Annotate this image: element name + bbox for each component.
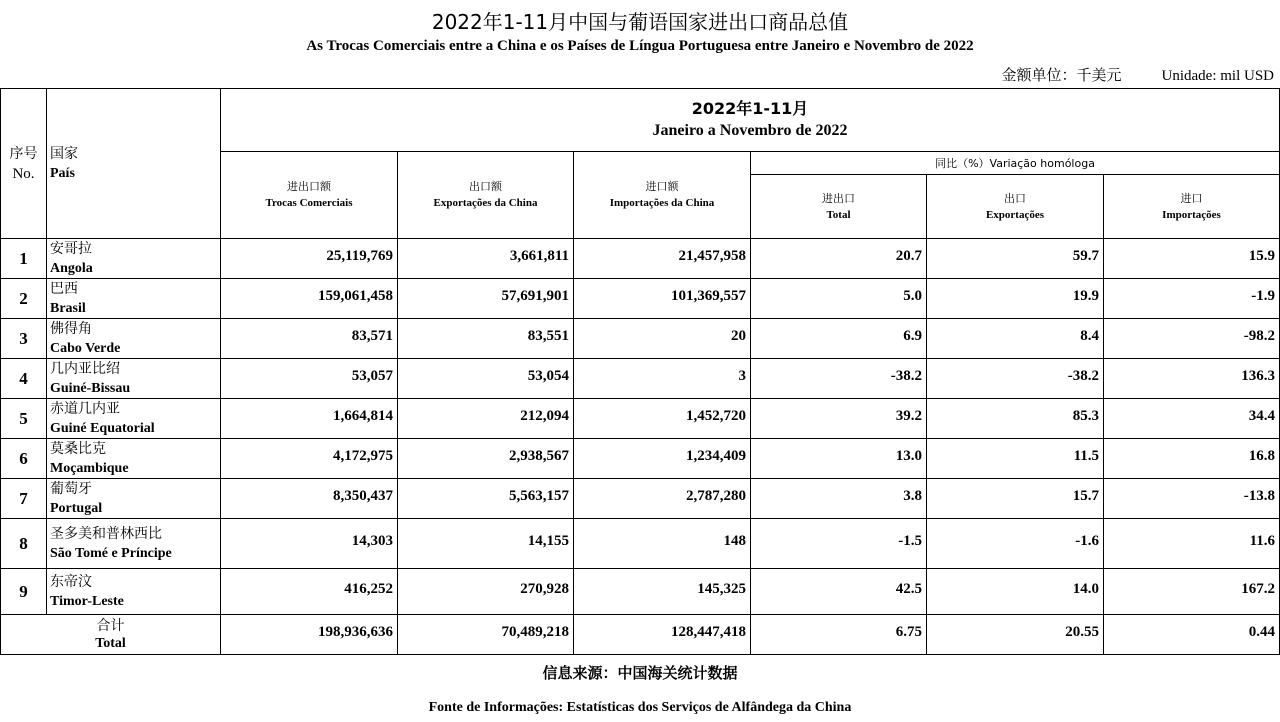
total-label-zh: 合计 xyxy=(96,617,125,634)
cell-var-imports: 34.4 xyxy=(1104,399,1280,439)
country-zh: 圣多美和普林西比 xyxy=(50,525,162,542)
row-index: 9 xyxy=(1,569,47,615)
cell-var-exports: 8.4 xyxy=(927,319,1104,359)
header-col-imports xyxy=(574,152,751,239)
row-index: 5 xyxy=(1,399,47,439)
header-var-imports-zh: 进口 xyxy=(1180,191,1203,205)
cell-exports: 2,938,567 xyxy=(398,439,574,479)
cell-var-imports: 11.6 xyxy=(1104,519,1280,569)
cell-exports: 57,691,901 xyxy=(398,279,574,319)
unit-pt: Unidade: mil USD xyxy=(1161,68,1274,84)
cell-var-imports: 16.8 xyxy=(1104,439,1280,479)
cell-trade: 416,252 xyxy=(221,569,398,615)
page-title: 2022年1-11月中国与葡语国家进出口商品总值 xyxy=(431,10,849,34)
header-index-pt: No. xyxy=(12,165,35,182)
cell-imports: 2,787,280 xyxy=(574,479,751,519)
trade-table xyxy=(0,88,1280,655)
cell-exports: 270,928 xyxy=(398,569,574,615)
country-pt: Guiné-Bissau xyxy=(50,380,131,396)
cell-imports: 3 xyxy=(574,359,751,399)
cell-exports: 14,155 xyxy=(398,519,574,569)
table-row xyxy=(1,319,1280,359)
header-country-pt: País xyxy=(50,165,75,181)
cell-var-exports: -38.2 xyxy=(927,359,1104,399)
cell-var-total: -1.5 xyxy=(751,519,927,569)
header-period xyxy=(221,89,1280,152)
cell-var-imports: -98.2 xyxy=(1104,319,1280,359)
country-zh: 莫桑比克 xyxy=(50,440,106,457)
table-row xyxy=(1,569,1280,615)
header-var-exports xyxy=(927,175,1104,239)
country-zh: 几内亚比绍 xyxy=(50,360,120,377)
country-zh: 安哥拉 xyxy=(50,240,92,257)
country-pt: Portugal xyxy=(50,500,103,516)
cell-exports: 212,094 xyxy=(398,399,574,439)
total-var-exports: 20.55 xyxy=(927,615,1104,655)
header-var-exports-zh: 出口 xyxy=(1004,191,1026,205)
table-row xyxy=(1,279,1280,319)
cell-imports: 20 xyxy=(574,319,751,359)
country-zh: 东帝汶 xyxy=(50,573,92,590)
country-pt: Brasil xyxy=(50,300,86,316)
cell-var-imports: -13.8 xyxy=(1104,479,1280,519)
cell-imports: 1,234,409 xyxy=(574,439,751,479)
cell-trade: 53,057 xyxy=(221,359,398,399)
cell-var-exports: 19.9 xyxy=(927,279,1104,319)
country-zh: 赤道几内亚 xyxy=(50,400,120,417)
cell-var-exports: 85.3 xyxy=(927,399,1104,439)
cell-var-exports: 59.7 xyxy=(927,239,1104,279)
header-variation: 同比（%）Variação homóloga xyxy=(751,152,1280,175)
header-country xyxy=(47,89,221,239)
cell-var-total: 6.9 xyxy=(751,319,927,359)
header-var-exports-pt: Exportações xyxy=(985,208,1045,221)
row-country xyxy=(47,239,221,279)
cell-trade: 14,303 xyxy=(221,519,398,569)
cell-var-imports: 167.2 xyxy=(1104,569,1280,615)
country-pt: Guiné Equatorial xyxy=(50,420,155,436)
total-label-pt: Total xyxy=(95,635,126,651)
cell-imports: 145,325 xyxy=(574,569,751,615)
header-col-trade-zh: 进出口额 xyxy=(287,180,331,193)
total-row xyxy=(1,615,1280,655)
header-var-total xyxy=(751,175,927,239)
cell-var-imports: 15.9 xyxy=(1104,239,1280,279)
row-country xyxy=(47,439,221,479)
country-pt: São Tomé e Príncipe xyxy=(50,545,172,561)
country-zh: 巴西 xyxy=(50,280,78,297)
cell-var-exports: 14.0 xyxy=(927,569,1104,615)
country-pt: Timor-Leste xyxy=(50,593,124,609)
cell-var-total: 3.8 xyxy=(751,479,927,519)
cell-imports: 101,369,557 xyxy=(574,279,751,319)
country-zh: 佛得角 xyxy=(50,320,92,337)
unit-note xyxy=(1001,64,1274,85)
header-var-total-zh: 进出口 xyxy=(822,191,855,205)
table-row xyxy=(1,479,1280,519)
cell-trade: 83,571 xyxy=(221,319,398,359)
cell-imports: 148 xyxy=(574,519,751,569)
header-var-imports xyxy=(1104,175,1280,239)
total-exports: 70,489,218 xyxy=(398,615,574,655)
table-row xyxy=(1,239,1280,279)
row-index: 8 xyxy=(1,519,47,569)
cell-var-exports: 15.7 xyxy=(927,479,1104,519)
cell-imports: 1,452,720 xyxy=(574,399,751,439)
total-var-imports: 0.44 xyxy=(1104,615,1280,655)
cell-exports: 3,661,811 xyxy=(398,239,574,279)
header-col-trade xyxy=(221,152,398,239)
cell-var-total: -38.2 xyxy=(751,359,927,399)
cell-var-total: 42.5 xyxy=(751,569,927,615)
cell-var-total: 13.0 xyxy=(751,439,927,479)
cell-var-imports: 136.3 xyxy=(1104,359,1280,399)
cell-var-total: 39.2 xyxy=(751,399,927,439)
cell-trade: 25,119,769 xyxy=(221,239,398,279)
cell-var-exports: 11.5 xyxy=(927,439,1104,479)
header-index-zh: 序号 xyxy=(9,145,38,162)
cell-trade: 8,350,437 xyxy=(221,479,398,519)
cell-exports: 83,551 xyxy=(398,319,574,359)
cell-trade: 4,172,975 xyxy=(221,439,398,479)
table-row xyxy=(1,439,1280,479)
row-country xyxy=(47,569,221,615)
total-trade: 198,936,636 xyxy=(221,615,398,655)
header-country-zh: 国家 xyxy=(50,145,78,162)
header-index xyxy=(1,89,47,239)
cell-var-exports: -1.6 xyxy=(927,519,1104,569)
total-imports: 128,447,418 xyxy=(574,615,751,655)
total-var-total: 6.75 xyxy=(751,615,927,655)
row-index: 3 xyxy=(1,319,47,359)
header-col-trade-pt: Trocas Comerciais xyxy=(265,197,353,209)
table-row xyxy=(1,519,1280,569)
cell-exports: 5,563,157 xyxy=(398,479,574,519)
unit-zh: 金额单位：千美元 xyxy=(1001,66,1122,84)
header-col-exports xyxy=(398,152,574,239)
country-zh: 葡萄牙 xyxy=(50,480,92,497)
row-country xyxy=(47,519,221,569)
cell-trade: 1,664,814 xyxy=(221,399,398,439)
row-index: 7 xyxy=(1,479,47,519)
row-country xyxy=(47,279,221,319)
header-col-imports-zh: 进口额 xyxy=(645,180,679,193)
row-country xyxy=(47,319,221,359)
row-country xyxy=(47,359,221,399)
row-index: 2 xyxy=(1,279,47,319)
header-col-exports-pt: Exportações da China xyxy=(433,197,538,209)
header-col-exports-zh: 出口额 xyxy=(469,180,502,193)
cell-var-total: 5.0 xyxy=(751,279,927,319)
table-row xyxy=(1,399,1280,439)
source-note-pt: Fonte de Informações: Estatísticas dos Serviços de Alfândega da China xyxy=(428,700,852,715)
row-index: 1 xyxy=(1,239,47,279)
header-period-pt: Janeiro a Novembro de 2022 xyxy=(652,122,848,139)
header-period-zh: 2022年1-11月 xyxy=(691,99,809,118)
cell-exports: 53,054 xyxy=(398,359,574,399)
row-country xyxy=(47,479,221,519)
header-var-total-pt: Total xyxy=(826,208,851,221)
row-country xyxy=(47,399,221,439)
page-subtitle: As Trocas Comerciais entre a China e os Países de Língua Portuguesa entre Janeiro e Novembro de 2022 xyxy=(306,38,974,54)
cell-imports: 21,457,958 xyxy=(574,239,751,279)
country-pt: Moçambique xyxy=(50,460,129,476)
header-col-imports-pt: Importações da China xyxy=(609,197,715,209)
source-note-zh: 信息来源：中国海关统计数据 xyxy=(542,664,738,682)
cell-trade: 159,061,458 xyxy=(221,279,398,319)
header-var-imports-pt: Importações xyxy=(1162,208,1221,221)
row-index: 4 xyxy=(1,359,47,399)
row-index: 6 xyxy=(1,439,47,479)
country-pt: Angola xyxy=(50,260,93,276)
cell-var-total: 20.7 xyxy=(751,239,927,279)
country-pt: Cabo Verde xyxy=(50,340,121,356)
total-label xyxy=(1,615,221,655)
cell-var-imports: -1.9 xyxy=(1104,279,1280,319)
table-row xyxy=(1,359,1280,399)
